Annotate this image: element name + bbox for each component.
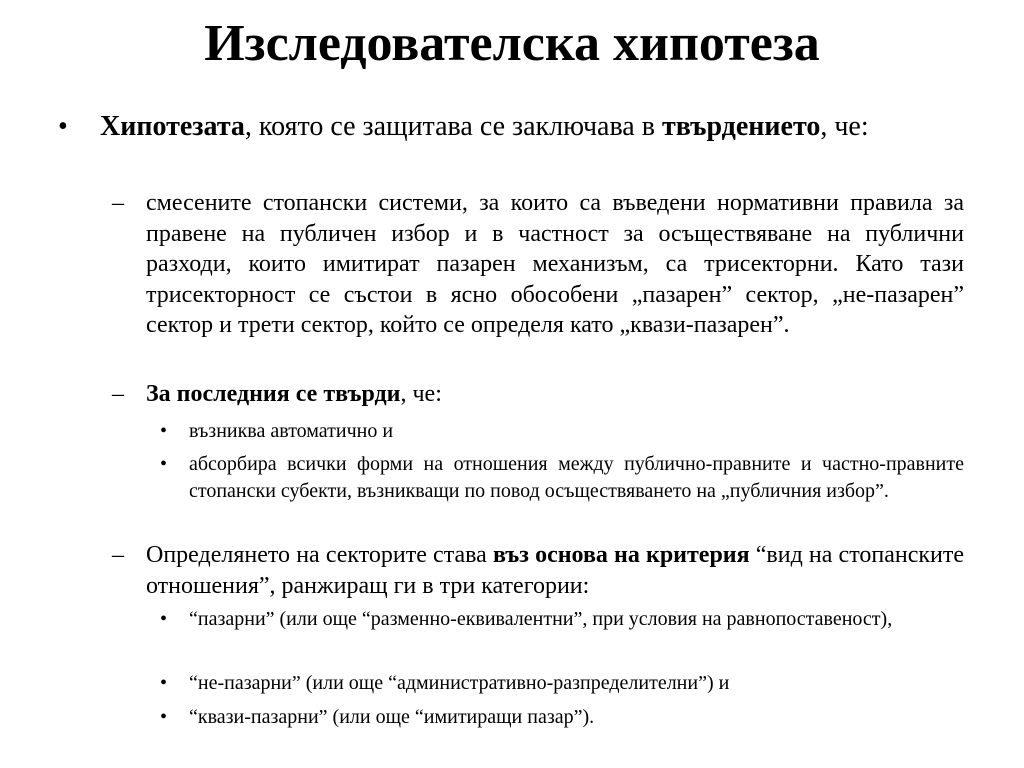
sub-bullet-sector-definition <box>112 540 964 601</box>
sub-sub-bullet-market <box>160 606 964 633</box>
sub-sub-bullet-text: “не-пазарни” (или още “административно-разпределителни”) и <box>189 672 730 694</box>
bullet-hypothesis <box>58 110 964 144</box>
text-run: , че: <box>400 381 442 407</box>
bold-term: въз основа на критерия <box>492 542 750 568</box>
bullet-marker: • <box>160 453 168 475</box>
sub-sub-bullet-text: възниква автоматично и <box>189 420 394 442</box>
bullet-marker: • <box>160 608 168 630</box>
sub-sub-bullet-non-market <box>160 670 964 697</box>
dash-marker: – <box>112 542 124 568</box>
bullet-text <box>100 110 964 144</box>
text-run: , която се защитава се заключава в <box>244 111 662 142</box>
sub-sub-bullet-text: “пазарни” (или още “разменно-еквивалентни”, при условия на равнопоставеност), <box>189 608 893 630</box>
bullet-marker: • <box>58 111 68 142</box>
text-run: , че: <box>820 111 869 142</box>
bullet-marker: • <box>160 420 168 442</box>
bullet-marker: • <box>160 672 168 694</box>
sub-bullet-text: смесените стопански системи, за които са въведени нормативни правила за правене на публичен избор и в частност за осъществяване на публични разходи, които имитират пазарен механизъм, са трисекторни. Като тази трисекторност се състои в ясно обособени „пазарен” сектор, „не-пазарен” сектор и трети сектор, който се определя като „квази-пазарен”. <box>146 190 964 338</box>
bullet-marker: • <box>160 706 168 728</box>
dash-marker: – <box>112 190 124 216</box>
text-run: Определянето на секторите става <box>146 542 493 568</box>
sub-sub-bullet-text: абсорбира всички форми на отношения между публично-правните и частно-правните стопански субекти, възникващи по повод осъществяването на „публичния избор”. <box>189 453 964 502</box>
sub-bullet-text <box>146 379 964 410</box>
sub-sub-bullet-quasi-market <box>160 704 964 731</box>
sub-sub-bullet-automatic <box>160 418 964 445</box>
bold-term: За последния се твърди <box>146 381 401 407</box>
bold-term: Хипотезата <box>100 111 245 142</box>
sub-bullet-mixed-systems <box>112 188 964 341</box>
sub-sub-bullet-text: “квази-пазарни” (или още “имитиращи пазар”). <box>189 706 595 728</box>
text-run: “вид на стопанските отношения”, ранжиращ ги в три категории: <box>146 542 964 599</box>
bold-term: твърдението <box>661 111 821 142</box>
slide-title: Изследователска хипотеза <box>204 15 820 72</box>
sub-bullet-text <box>146 540 964 601</box>
dash-marker: – <box>112 381 124 407</box>
sub-sub-bullet-absorbs <box>160 451 964 505</box>
sub-bullet-last-claim <box>112 379 964 410</box>
